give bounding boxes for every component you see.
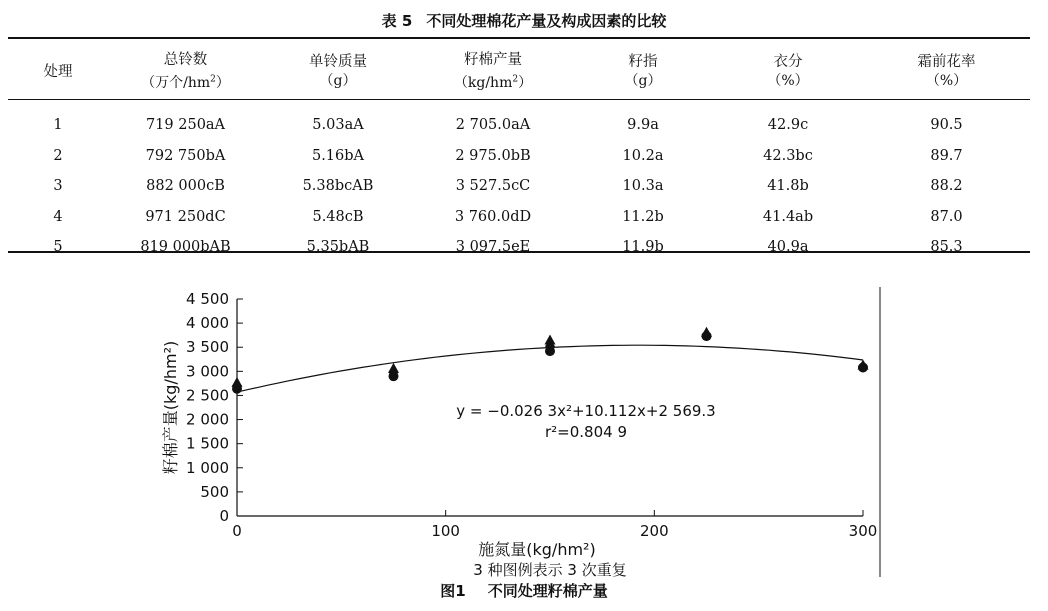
y-tick-label: 1 000 — [186, 458, 229, 477]
table-cell: 971 250dC — [145, 208, 226, 225]
table-cell: 11.9b — [622, 239, 664, 256]
table-header-row — [8, 44, 1030, 100]
table-cell: 10.2a — [622, 147, 664, 164]
table-cell: 792 750bA — [145, 147, 226, 164]
table-cell: 10.3a — [622, 178, 664, 195]
col-unit: （%） — [767, 73, 809, 89]
y-axis-ticks — [186, 290, 243, 525]
x-tick-label: 300 — [848, 522, 878, 540]
comparison-table — [8, 44, 1030, 263]
table-cell: 11.2b — [622, 208, 664, 225]
col-unit: （g） — [319, 73, 357, 89]
table-caption — [0, 10, 1048, 31]
x-axis-ticks — [232, 510, 877, 540]
y-tick-label: 4 500 — [186, 290, 229, 308]
table-cell: 90.5 — [930, 117, 963, 134]
col-name: 霜前花率 — [917, 54, 976, 70]
table-cell: 5.16bA — [311, 147, 365, 164]
table-row — [8, 141, 1030, 172]
table-cell: 719 250aA — [145, 117, 226, 134]
table-top-rule — [8, 37, 1030, 39]
col-header-seed-cotton-yield — [413, 44, 573, 100]
table-cell: 2 — [53, 147, 63, 164]
data-point — [232, 377, 243, 387]
figure-caption — [0, 580, 1048, 601]
table-cell: 5.48cB — [312, 208, 364, 225]
x-tick-label: 100 — [431, 522, 460, 540]
table-cell: 88.2 — [930, 178, 963, 195]
y-tick-label: 4 000 — [186, 314, 229, 333]
table-cell: 42.9c — [767, 117, 809, 134]
table-cell: 5 — [53, 239, 63, 256]
x-axis-label: 施氮量(kg/hm²) — [478, 540, 596, 559]
table-cell: 9.9a — [627, 117, 659, 134]
table-row — [8, 171, 1030, 202]
table-row — [8, 110, 1030, 141]
table-cell: 1 — [53, 117, 63, 134]
table-cell: 3 760.0dD — [454, 208, 532, 225]
y-tick-label: 1 500 — [186, 434, 229, 453]
y-tick-label: 3 000 — [186, 362, 229, 381]
table-cell: 5.35bAB — [306, 239, 370, 256]
table-title: 不同处理棉花产量及构成因素的比较 — [426, 12, 667, 30]
table-cell: 40.9a — [767, 239, 809, 256]
table-cell: 42.3bc — [763, 147, 813, 164]
table-cell: 89.7 — [930, 147, 963, 164]
table-cell: 3 — [53, 178, 63, 195]
col-name: 单铃质量 — [309, 54, 367, 70]
table-cell: 87.0 — [930, 208, 963, 225]
table-cell: 882 000cB — [146, 178, 225, 195]
y-tick-label: 0 — [219, 507, 229, 525]
table-cell: 3 097.5eE — [455, 239, 531, 256]
table-cell: 85.3 — [930, 239, 963, 256]
table-cell: 819 000bAB — [140, 239, 231, 256]
col-header-boll-count — [108, 44, 263, 100]
table-cell: 5.03aA — [312, 117, 364, 134]
chart-note: 3 种图例表示 3 次重复 — [473, 561, 627, 579]
x-tick-label: 200 — [640, 522, 669, 540]
r-squared: r²=0.804 9 — [544, 423, 628, 441]
x-tick-label: 0 — [232, 522, 242, 540]
data-point — [545, 334, 556, 344]
col-header-boll-weight — [263, 44, 413, 100]
col-name: 总铃数 — [163, 52, 208, 69]
col-name: 籽指 — [628, 54, 658, 70]
col-unit: $(kg/hm^2)$ — [453, 74, 533, 91]
table-row — [8, 232, 1030, 263]
regression-equation: y = −0.026 3x²+10.112x+2 569.3 — [456, 402, 716, 420]
y-tick-label: 2 000 — [186, 410, 229, 429]
col-header-seed-index — [573, 44, 713, 100]
table-cell: 3 527.5cC — [455, 178, 531, 195]
table-cell: 4 — [53, 208, 63, 225]
col-header-treatment — [8, 44, 108, 100]
table-cell: 2 705.0aA — [455, 117, 531, 134]
y-tick-label: 500 — [200, 482, 229, 501]
col-unit: （g） — [624, 73, 662, 89]
y-tick-label: 3 500 — [186, 338, 229, 357]
table-cell: 41.8b — [767, 178, 809, 195]
y-tick-label: 2 500 — [186, 386, 229, 405]
col-unit: （%） — [925, 73, 968, 89]
col-name: 衣分 — [773, 54, 803, 70]
y-axis-label: 籽棉产量(kg/hm²) — [161, 340, 180, 475]
col-header-prefrost-rate — [863, 44, 1030, 100]
table-cell: 5.38bcAB — [302, 178, 374, 195]
col-header-lint-percentage — [713, 44, 863, 100]
figure-label: 图1 — [440, 582, 466, 600]
table-label: 表 5 — [381, 12, 413, 30]
figure-title: 不同处理籽棉产量 — [487, 582, 608, 600]
table-cell: 2 975.0bB — [455, 147, 531, 164]
data-point — [701, 327, 712, 337]
data-points — [232, 327, 869, 394]
col-name: 籽棉产量 — [464, 52, 522, 69]
data-point — [388, 363, 399, 373]
table-cell: 41.4ab — [762, 208, 814, 225]
table-row — [8, 202, 1030, 233]
col-name: 处理 — [43, 63, 73, 80]
col-unit: （万个$/hm^2$） — [141, 74, 230, 91]
yield-chart — [150, 285, 890, 581]
